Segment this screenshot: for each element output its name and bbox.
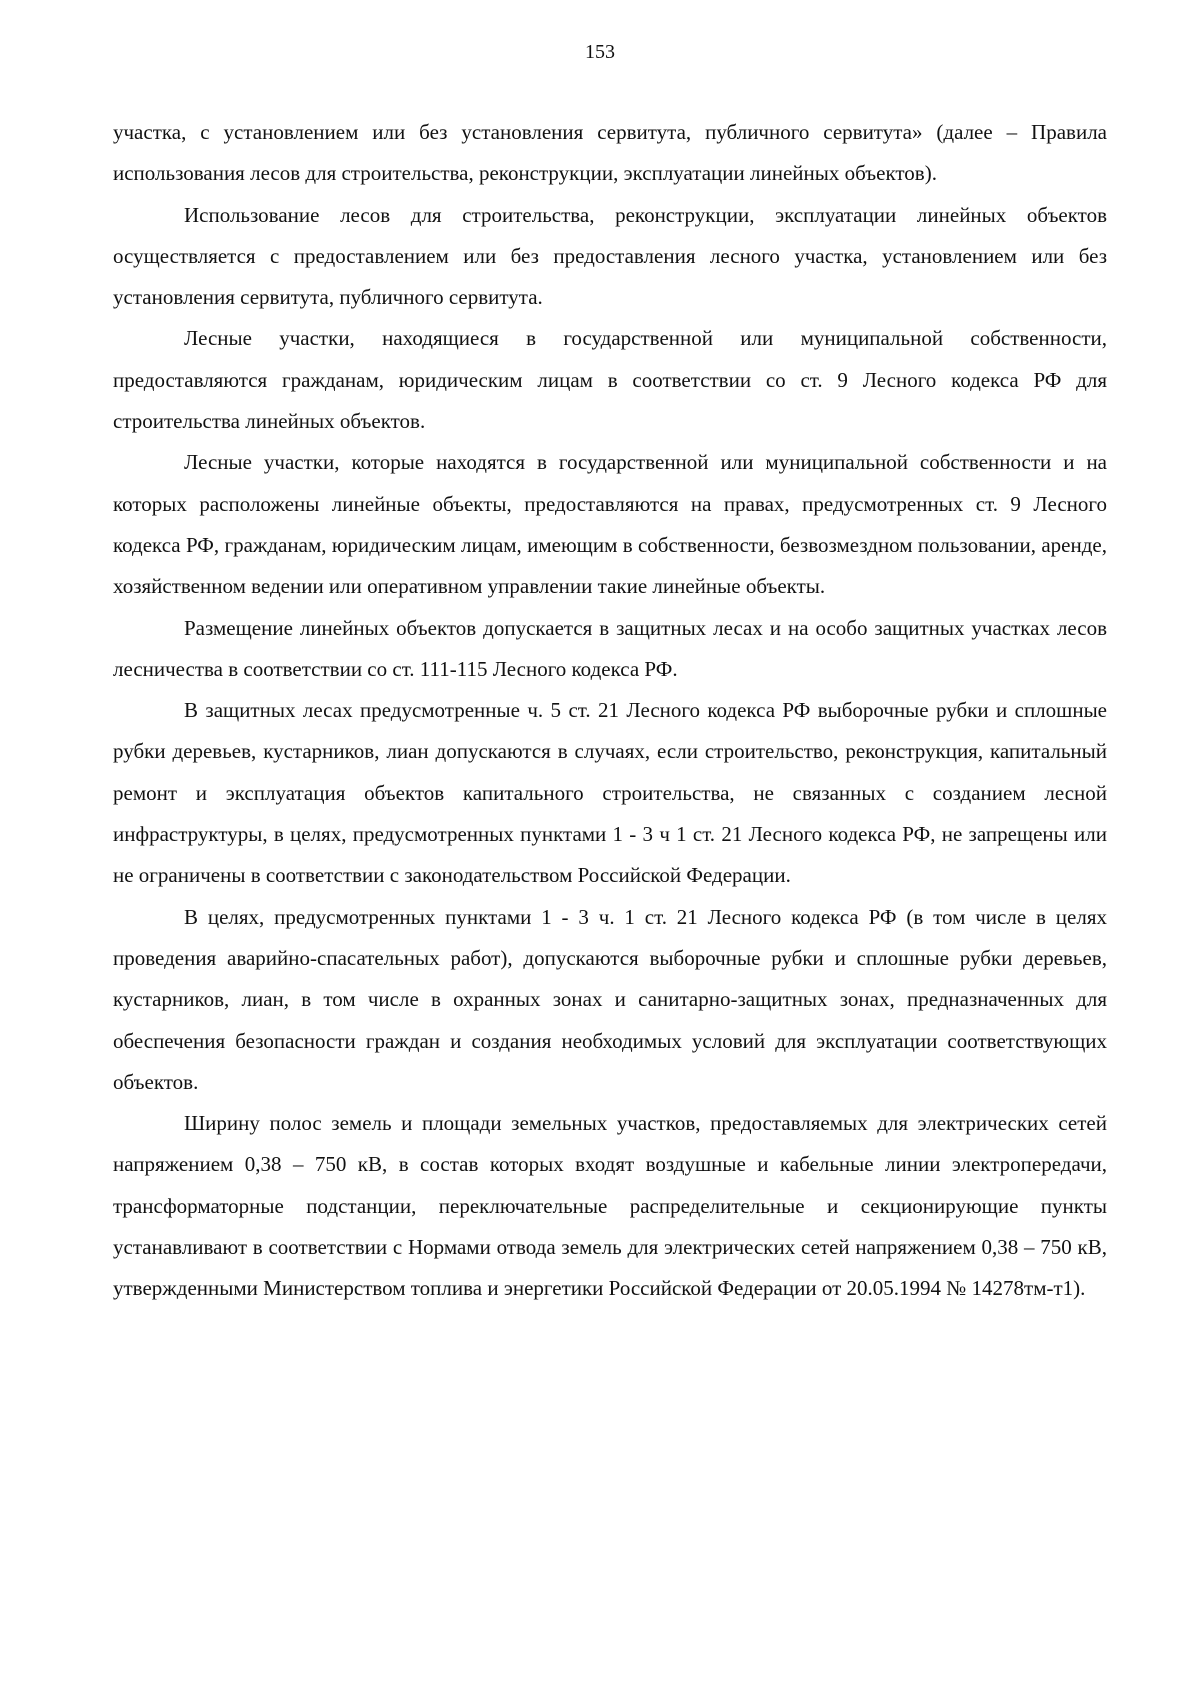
paragraph: участка, с установлением или без установления сервитута, публичного сервитута» (далее – Правила использования лесов для строительства, реконструкции, эксплуатации линейных объектов).	[113, 120, 1107, 186]
paragraph: В защитных лесах предусмотренные ч. 5 ст. 21 Лесного кодекса РФ выборочные рубки и сплошные рубки деревьев, кустарников, лиан допускаются в случаях, если строительство, реконструкция, капитальный ремонт и эксплуатация объектов капитального строительства, не связанных с созданием лесной инфраструктуры, в целях, предусмотренных пунктами 1 - 3 ч 1 ст. 21 Лесного кодекса РФ, не запрещены или не ограничены в соответствии с законодательством Российской Федерации.	[113, 698, 1107, 888]
page-number: 153	[585, 41, 615, 63]
document-body	[113, 112, 1107, 1310]
paragraph: Лесные участки, находящиеся в государственной или муниципальной собственности, предоставляются гражданам, юридическим лицам в соответствии со ст. 9 Лесного кодекса РФ для строительства линейных объектов.	[113, 326, 1107, 434]
paragraph: В целях, предусмотренных пунктами 1 - 3 ч. 1 ст. 21 Лесного кодекса РФ (в том числе в целях проведения аварийно-спасательных работ), допускаются выборочные рубки и сплошные рубки деревьев, кустарников, лиан, в том числе в охранных зонах и санитарно-защитных зонах, предназначенных для обеспечения безопасности граждан и создания необходимых условий для эксплуатации соответствующих объектов.	[113, 904, 1107, 1094]
paragraph: Использование лесов для строительства, реконструкции, эксплуатации линейных объектов осуществляется с предоставлением или без предоставления лесного участка, установлением или без установления сервитута, публичного сервитута.	[113, 202, 1107, 310]
paragraph: Размещение линейных объектов допускается в защитных лесах и на особо защитных участках лесов лесничества в соответствии со ст. 111-115 Лесного кодекса РФ.	[113, 615, 1107, 681]
paragraph: Ширину полос земель и площади земельных участков, предоставляемых для электрических сетей напряжением 0,38 – 750 кВ, в состав которых входят воздушные и кабельные линии электропередачи, трансформаторные подстанции, переключательные распределительные и секционирующие пункты устанавливают в соответствии с Нормами отвода земель для электрических сетей напряжением 0,38 – 750 кВ, утвержденными Министерством топлива и энергетики Российской Федерации от 20.05.1994 № 14278тм-т1).	[113, 1111, 1107, 1301]
paragraph: Лесные участки, которые находятся в государственной или муниципальной собственности и на которых расположены линейные объекты, предоставляются на правах, предусмотренных ст. 9 Лесного кодекса РФ, гражданам, юридическим лицам, имеющим в собственности, безвозмездном пользовании, аренде, хозяйственном ведении или оперативном управлении такие линейные объекты.	[113, 450, 1107, 599]
